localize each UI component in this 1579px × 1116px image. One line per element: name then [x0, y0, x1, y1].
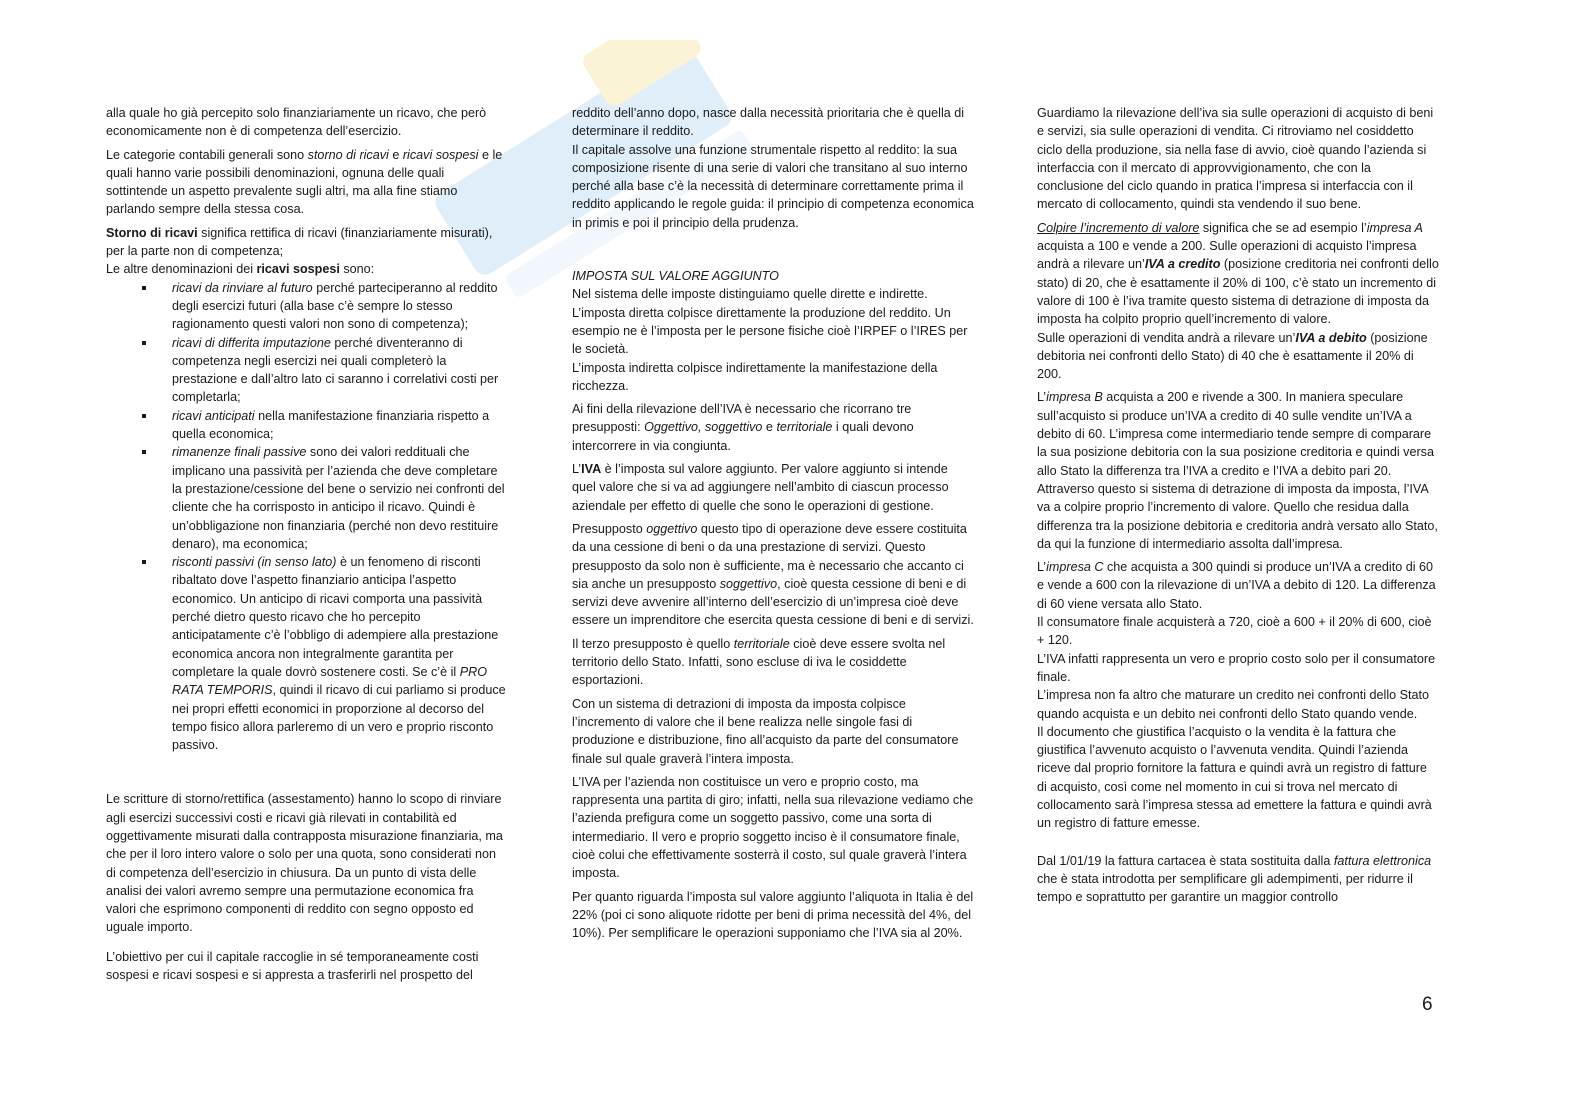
paragraph: L’obiettivo per cui il capitale raccoglie in sé temporaneamente costi sospesi e ricavi sospesi e si appresta a trasferirli nel prospetto del	[106, 949, 479, 983]
paragraph: Sulle operazioni di vendita andrà a rilevare un’IVA a debito (posizione debitoria nei confronti dello Stato) di 40 che è esattamente il 20% di 200.	[1037, 330, 1428, 382]
paragraph: alla quale ho già percepito solo finanziariamente un ricavo, che però economicamente non è di competenza dell’esercizio.	[106, 106, 487, 139]
paragraph: Il documento che giustifica l’acquisto o la vendita è la fattura che giustifica l’avvenuto acquisto o l’avvenuta vendita. Quindi l’azienda riceve dal proprio fornitore la fattura e quindi avrà un registro di fatture di acquisto, così come nel momento in cui si trova nel mercato di collocamento sarà l’impresa stessa ad emettere la fattura e quindi avrà un registro di fatture emesse.	[1037, 724, 1432, 831]
list-item: ricavi di differita imputazione perché diventeranno di competenza negli esercizi nei quali completerò la prestazione e dall’altro lato ci saranno i correlativi costi per completarla;	[172, 334, 506, 407]
paragraph: Il terzo presupposto è quello territoriale cioè deve essere svolta nel territorio dello Stato. Infatti, sono escluse di iva le cosiddette esportazioni.	[572, 636, 946, 688]
paragraph: L’impresa B acquista a 200 e rivende a 300. In maniera speculare sull’acquisto si produce un’IVA a credito di 40 sulle vendite un’IVA a debito di 60. L’impresa come intermediario tende sempre di comparare la sua posizione debitoria con la sua posizione creditoria e quindi versa allo Stato la differenza tra l’IVA a credito e l’IVA a debito pari 20.	[1037, 390, 1434, 478]
paragraph: Storno di ricavi significa rettifica di ricavi (finanziariamente misurati), per la parte non di competenza;	[106, 225, 493, 259]
list-item: risconti passivi (in senso lato) è un fenomeno di risconti ribaltato dove l’aspetto finanziario anticipa l’aspetto economico. Un anticipo di ricavi comporta una passività perché dietro questo ricavo che ho percepito anticipatamente c’è l’obbligo di adempiere alla prestazione economica ancora non integralmente garantita per completare la quale dovrò sostenere costi. Se c’è il PRO RATA TEMPORIS, quindi il ricavo di cui parliamo si produce nei propri effetti economici in proporzione al decorso del tempo fisico allora parleremo di un vero e proprio risconto passivo.	[172, 553, 506, 754]
bullet-list	[106, 279, 506, 755]
paragraph: Nel sistema delle imposte distinguiamo quelle dirette e indirette.	[572, 287, 928, 302]
paragraph: Le scritture di storno/rettifica (assestamento) hanno lo scopo di rinviare agli esercizi successivi costi e ricavi già rilevati in contabilità ed oggettivamente misurati dalla contrapposta misurazione finanziaria, ma che per il loro intero valore o solo per una quota, sono considerati non di competenza dell’esercizio in chiusura. Da un punto di vista delle analisi dei valori avremo sempre una permutazione economica fra valori che esprimono componenti di reddito con segno opposto ed uguale importo.	[106, 792, 503, 935]
list-item: ricavi da rinviare al futuro perché parteciperanno al reddito degli esercizi futuri (alla base c’è sempre lo stesso ragionamento questi valori non sono di competenza);	[172, 279, 506, 334]
column-left	[106, 104, 506, 989]
column-middle	[572, 104, 974, 947]
paragraph: Colpire l’incremento di valore significa che se ad esempio l’impresa A acquista a 100 e vende a 200. Sulle operazioni di acquisto l’impresa andrà a rilevare un’IVA a credito (posizione creditoria nei confronti dello stato) di 20, che è esattamente il 20% di 100, c’è stato un incremento di valore di 100 è l’iva tramite questo sistema di detrazione di imposta da imposta ha colpito proprio quell’incremento di valore.	[1037, 220, 1439, 327]
paragraph: Dal 1/01/19 la fattura cartacea è stata sostituita dalla fattura elettronica che è stata introdotta per semplificare gli adempimenti, per ridurre il tempo e soprattutto per garantire un maggior controllo	[1037, 853, 1432, 905]
section-heading: IMPOSTA SUL VALORE AGGIUNTO	[572, 269, 779, 284]
list-item: rimanenze finali passive sono dei valori reddituali che implicano una passività per l’azienda che deve completare la prestazione/cessione del bene o servizio nei confronti del cliente che ha corrisposto in anticipo il ricavo. Quindi è un’obbligazione non finanziaria (perché non devo restituire denaro), ma economica;	[172, 443, 506, 553]
paragraph: L’impresa C che acquista a 300 quindi si produce un’IVA a credito di 60 e vende a 600 con la rilevazione di un’IVA a debito di 120. La differenza di 60 viene versata allo Stato.	[1037, 560, 1436, 611]
paragraph: reddito dell’anno dopo, nasce dalla necessità prioritaria che è quella di determinare il reddito.	[572, 106, 965, 139]
paragraph: L’IVA per l’azienda non costituisce un vero e proprio costo, ma rappresenta una partita di giro; infatti, nella sua rilevazione vediamo che l’azienda prefigura come un soggetto passivo, come una sorta di intermediario. Il vero e proprio soggetto inciso è il consumatore finale, cioè colui che effettivamente sosterrà il costo, sul quale graverà l’intera imposta.	[572, 774, 974, 881]
list-item: ricavi anticipati nella manifestazione finanziaria rispetto a quella economica;	[172, 407, 506, 444]
paragraph: Per quanto riguarda l’imposta sul valore aggiunto l’aliquota in Italia è del 22% (poi ci sono aliquote ridotte per beni di prima necessità del 4%, del 10%). Per semplificare le operazioni supponiamo che l’IVA sia al 20%.	[572, 889, 974, 941]
paragraph: Il consumatore finale acquisterà a 720, cioè a 600 + il 20% di 600, cioè + 120.	[1037, 615, 1432, 648]
paragraph: Le altre denominazioni dei ricavi sospesi sono:	[106, 262, 375, 277]
paragraph: Le categorie contabili generali sono storno di ricavi e ricavi sospesi e le quali hanno varie possibili denominazioni, ognuna delle quali sottintende un aspetto prevalente sugli altri, ma alla fine stiamo parlando sempre della stessa cosa.	[106, 147, 503, 217]
paragraph: Con un sistema di detrazioni di imposta da imposta colpisce l’incremento di valore che il bene realizza nelle singole fasi di produzione e distribuzione, fino all’acquisto da parte del consumatore finale sul quale graverà l’intera imposta.	[572, 696, 959, 766]
paragraph: L’imposta diretta colpisce direttamente la produzione del reddito. Un esempio ne è l’imposta per le persone fisiche cioè l’IRPEF o l’IRES per le società.	[572, 305, 968, 357]
paragraph: L’IVA è l’imposta sul valore aggiunto. Per valore aggiunto si intende quel valore che si va ad aggiungere nell’ambito di ciascun processo aziendale per effetto di quelle che sono le operazioni di gestione.	[572, 462, 949, 513]
paragraph: L’impresa non fa altro che maturare un credito nei confronti dello Stato quando acquista e un debito nei confronti dello Stato quando vende.	[1037, 688, 1430, 721]
paragraph: Presupposto oggettivo questo tipo di operazione deve essere costituita da una cessione di beni o da una prestazione di servizi. Questo presupposto da solo non è sufficiente, ma è necessario che accanto ci sia anche un presupposto soggettivo, cioè questa cessione di beni e di servizi deve avvenire all’interno dell’esercizio di un’impresa cioè deve essere un imprenditore che esercita questa cessione di beni e di servizi.	[572, 521, 974, 628]
paragraph: Guardiamo la rilevazione dell’iva sia sulle operazioni di acquisto di beni e servizi, sia sulle operazioni di vendita. Ci ritroviamo nel cosiddetto ciclo della produzione, sia nella fase di avvio, cioè quando l’azienda si interfaccia con il mercato di approvvigionamento, che con la conclusione del ciclo quando in pratica l’impresa si interfaccia con il mercato di collocamento, quindi sta vendendo il suo bene.	[1037, 106, 1434, 212]
paragraph: L’IVA infatti rappresenta un vero e proprio costo solo per il consumatore finale.	[1037, 651, 1436, 684]
page-number: 6	[1422, 994, 1433, 1015]
paragraph: L’imposta indiretta colpisce indirettamente la manifestazione della ricchezza.	[572, 360, 938, 393]
column-right	[1037, 104, 1439, 911]
paragraph: Ai fini della rilevazione dell’IVA è necessario che ricorrano tre presupposti: Oggettivo, soggettivo e territoriale i quali devono intercorrere in via congiunta.	[572, 402, 914, 453]
paragraph: Il capitale assolve una funzione strumentale rispetto al reddito: la sua composizione risente di una serie di valori che transitano al suo interno perché alla base c’è la necessità di determinare correttamente prima il reddito applicando le regole guida: il principio di competenza economica in primis e poi il principio della prudenza.	[572, 142, 974, 230]
paragraph: Attraverso questo si sistema di detrazione di imposta da imposta, l’IVA va a colpire proprio l’incremento di valore. Quello che residua dalla differenza tra la posizione debitoria e creditoria andrà versato allo Stato, da qui la funzione di intermediario assolta dall’impresa.	[1037, 481, 1438, 551]
